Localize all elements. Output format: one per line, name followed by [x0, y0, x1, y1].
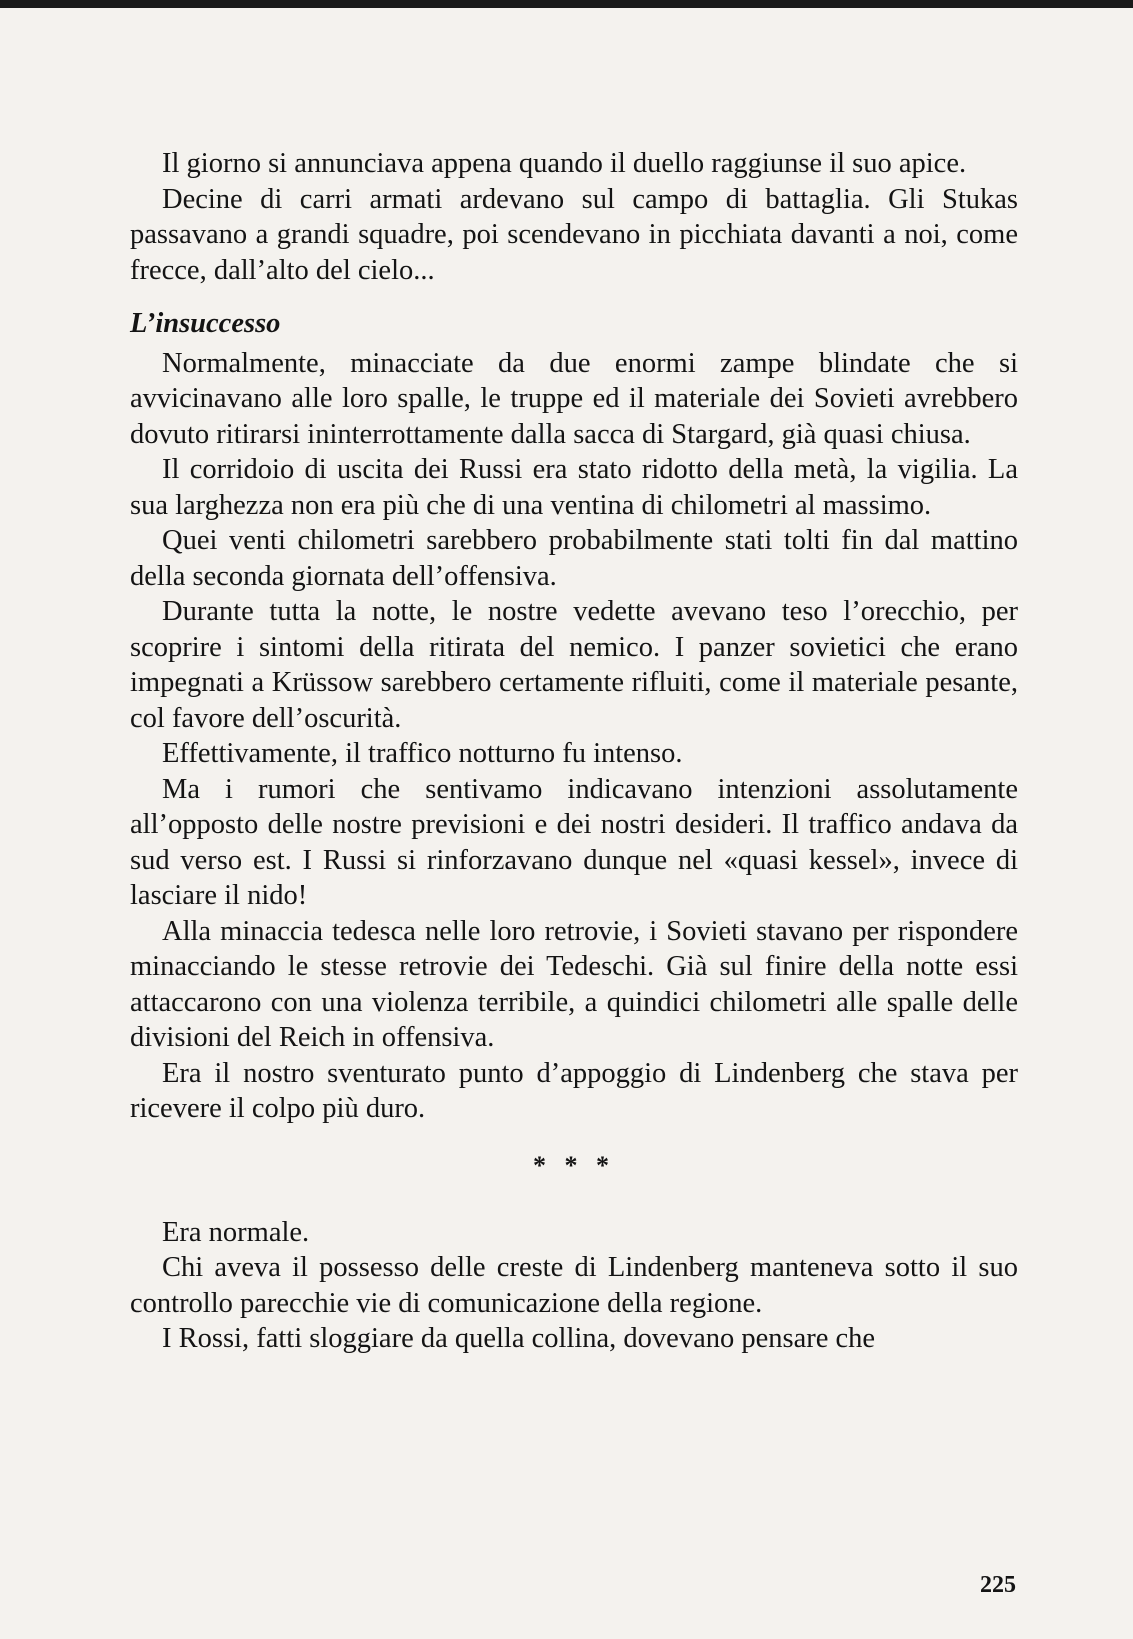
page-top-edge	[0, 0, 1133, 8]
paragraph: Ma i rumori che sentivamo indicavano intenzioni assolutamente all’opposto delle nostre previsioni e dei nostri desideri. Il traffico andava da sud verso est. I Russi si rinforzavano dunque nel «quasi kessel», invece di lasciare il nido!	[130, 773, 1018, 911]
page-number: 225	[980, 1572, 1016, 1598]
paragraph: Normalmente, minacciate da due enormi zampe blindate che si avvicinavano alle loro spalle, le truppe ed il materiale dei Sovieti avrebbero dovuto ritirarsi ininterrottamente dalla sacca di Stargard, già quasi chiusa.	[130, 347, 1018, 450]
paragraph: Decine di carri armati ardevano sul campo di battaglia. Gli Stukas passavano a grandi squadre, poi scendevano in picchiata davanti a noi, come frecce, dall’alto del cielo...	[130, 183, 1018, 286]
paragraph: Effettivamente, il traffico notturno fu intenso.	[162, 738, 683, 769]
paragraph: Quei venti chilometri sarebbero probabilmente stati tolti fin dal mattino della seconda giornata dell’offensiva.	[130, 525, 1018, 592]
section-heading: L’insuccesso	[130, 308, 281, 339]
paragraph: I Rossi, fatti sloggiare da quella collina, dovevano pensare che	[162, 1323, 876, 1354]
paragraph: Era il nostro sventurato punto d’appoggio di Lindenberg che stava per ricevere il colpo più duro.	[130, 1057, 1018, 1124]
paragraph: Era normale.	[162, 1216, 310, 1248]
paragraph: Durante tutta la notte, le nostre vedette avevano teso l’orecchio, per scoprire i sintomi della ritirata del nemico. I panzer sovietici che erano impegnati a Krüssow sarebbero certamente rifluiti, come il materiale pesante, col favore dell’oscurità.	[130, 596, 1018, 734]
section-separator: * * *	[533, 1150, 615, 1180]
paragraph: Il corridoio di uscita dei Russi era stato ridotto della metà, la vigilia. La sua larghezza non era più che di una ventina di chilometri al massimo.	[130, 454, 1018, 521]
paragraph: Il giorno si annunciava appena quando il duello raggiunse il suo apice.	[162, 148, 967, 179]
book-page-text	[130, 146, 1018, 1357]
paragraph: Chi aveva il possesso delle creste di Lindenberg manteneva sotto il suo controllo parecchie vie di comunicazione della regione.	[130, 1252, 1018, 1319]
paragraph: Alla minaccia tedesca nelle loro retrovie, i Sovieti stavano per rispondere minacciando le stesse retrovie dei Tedeschi. Già sul finire della notte essi attaccarono con una violenza terribile, a quindici chilometri alle spalle delle divisioni del Reich in offensiva.	[130, 915, 1018, 1053]
